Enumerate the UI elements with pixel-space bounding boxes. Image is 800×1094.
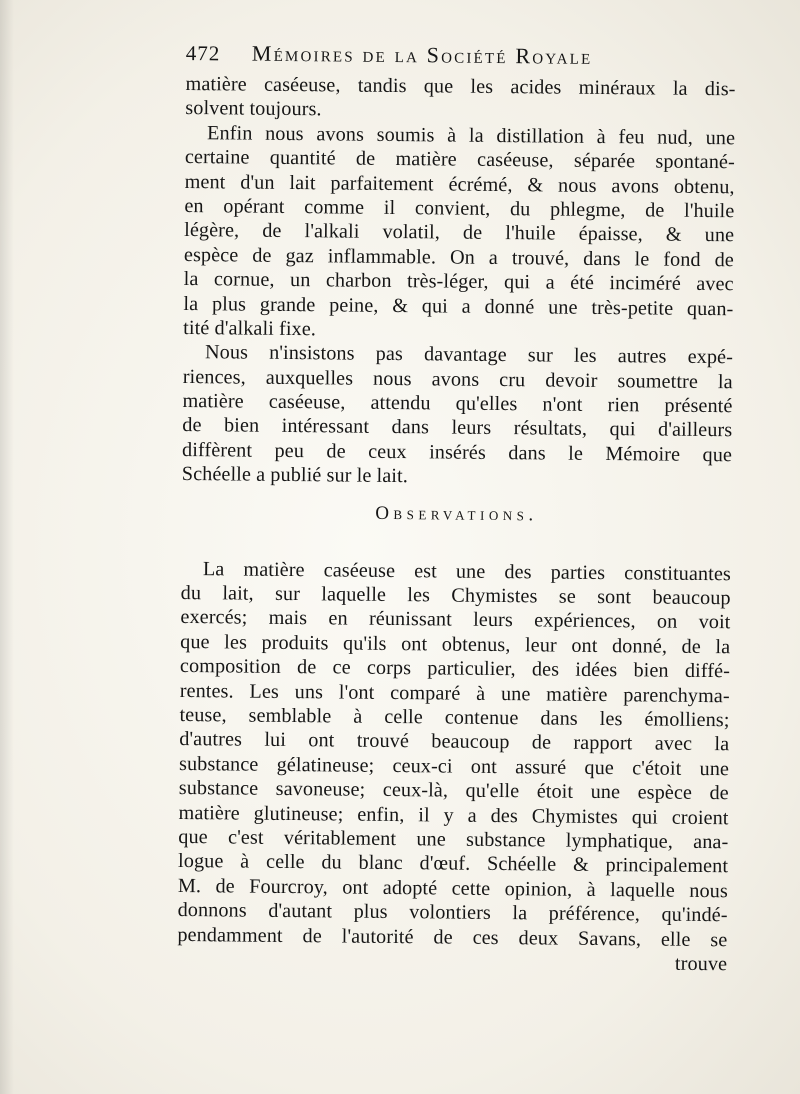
text-line: espèce de gaz inflammable. On a trouvé, dans le fond de [183,243,735,272]
text-line: matière glutineuse; enfin, il y a des Chymistes qui croient [178,801,729,829]
text-line: la plus grande peine, & qui a donné une très-petite quan- [183,292,734,320]
text-line: matière caséeuse, tandis que les acides minéraux la dis- [185,72,736,101]
text-line: que c'est véritablement une substance lymphatique, ana- [178,825,729,854]
text-line: rentes. Les uns l'ont comparé à une matière parenchyma- [179,679,730,707]
text-line: la cornue, un charbon très-léger, qui a été inciméré avec [183,268,734,296]
text-line: donnons d'autant plus volontiers la préférence, qu'indé- [177,899,728,927]
text-line: du lait, sur laquelle les Chymistes se sont beaucoup [180,582,731,610]
gutter-shadow [0,0,14,1094]
text-line: pendamment de l'autorité de ces deux Savans, elle se [177,923,728,951]
text-line: Nous n'insistons pas davantage sur les autres expé- [204,341,734,369]
text-line: certaine quantité de matière caséeuse, séparée spontané- [184,146,735,174]
text-line: logue à celle du blanc d'œuf. Schéelle & principalement [178,850,729,878]
text-line: d'autres lui ont trouvé beaucoup de rapport avec la [179,728,730,756]
text-line: composition de ce corps particulier, des idées bien diffé- [179,655,731,683]
text-column [177,40,736,977]
text-line: substance gélatineuse; ceux-ci ont assuré que c'étoit une [178,752,730,781]
section-heading: Observations. [375,502,538,526]
paragraph-continuation [185,72,735,126]
text-line: de bien intéressant dans leurs résultats, qui d'ailleurs [182,414,733,442]
running-title: Mémoires de la Société Royale [251,40,593,69]
text-line: M. de Fourcroy, ont adopté cette opinion, à laquelle nous [177,874,728,902]
text-line: exercés; mais en réunissant leurs expériences, on voit [180,606,731,634]
text-line: que les produits qu'ils ont obtenus, leur ont donné, de la [180,630,731,659]
text-line: ment d'un lait parfaitement écrémé, & nous avons obtenu, [184,170,735,198]
text-line: tité d'alkali fixe. [183,316,317,341]
page-header [186,40,736,77]
text-line: diffèrent peu de ceux insérés dans le Mémoire que [181,438,733,467]
text-line: Enfin nous avons soumis à la distillation à feu nud, une [207,121,736,150]
catchword: trouve [674,952,728,976]
text-line: légère, de l'alkali volatil, de l'huile épaisse, & une [184,219,735,247]
text-line: riences, auxquelles nous avons cru devoir soumettre la [182,365,733,393]
page-number: 472 [185,40,221,66]
text-line: teuse, semblable à celle contenue dans les émolliens; [179,703,730,732]
text-line: Schéelle a publié sur le lait. [181,463,409,488]
text-line: solvent toujours. [185,97,322,121]
text-line: La matière caséeuse est une des parties constituantes [202,557,732,585]
text-line: matière caséeuse, attendu qu'elles n'ont rien présenté [182,390,733,418]
text-line: substance savoneuse; ceux-là, qu'elle étoit une espèce de [178,777,729,805]
paragraph-observations [177,557,731,953]
text-line: en opérant comme il convient, du phlegme, de l'huile [184,194,735,223]
paragraph-other-experiments [182,340,733,492]
paragraph-distillation [183,121,735,346]
